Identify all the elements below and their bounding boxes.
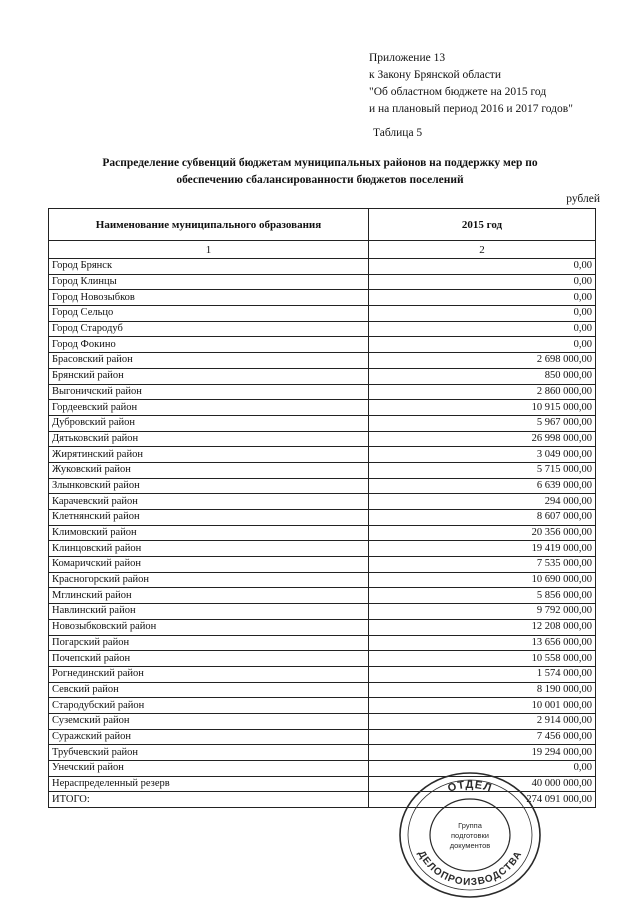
table-row [49, 337, 596, 353]
document-title [40, 155, 600, 189]
row-value-cell: 10 558 000,00 [369, 651, 596, 667]
table-row [49, 510, 596, 526]
table-row [49, 698, 596, 714]
table-row [49, 666, 596, 682]
row-value-cell: 10 690 000,00 [369, 572, 596, 588]
stamp-word-top: ОТДЕЛ [446, 778, 494, 795]
table-row [49, 682, 596, 698]
row-value-cell: 8 607 000,00 [369, 510, 596, 526]
appendix-header [369, 50, 573, 118]
row-name-cell: Злынковский район [49, 478, 369, 494]
table-row [49, 384, 596, 400]
table-row [49, 525, 596, 541]
row-name-cell: Брасовский район [49, 353, 369, 369]
table-row [49, 604, 596, 620]
row-value-cell: 9 792 000,00 [369, 604, 596, 620]
row-name-cell: Брянский район [49, 368, 369, 384]
row-value-cell: 2 698 000,00 [369, 353, 596, 369]
table-row [49, 729, 596, 745]
row-value-cell: 0,00 [369, 306, 596, 322]
row-value-cell: 0,00 [369, 274, 596, 290]
column-header-name: Наименование муниципального образования [49, 209, 369, 241]
stamp-inner-line: подготовки [451, 831, 489, 840]
row-value-cell: 2 860 000,00 [369, 384, 596, 400]
row-name-cell: Город Фокино [49, 337, 369, 353]
row-name-cell: Клетнянский район [49, 510, 369, 526]
row-name-cell: Нераспределенный резерв [49, 776, 369, 792]
row-value-cell: 0,00 [369, 290, 596, 306]
table-row [49, 431, 596, 447]
table-row [49, 462, 596, 478]
row-name-cell: Севский район [49, 682, 369, 698]
table-label: Таблица 5 [373, 127, 423, 139]
table-row [49, 651, 596, 667]
row-name-cell: Комаричский район [49, 557, 369, 573]
row-value-cell: 850 000,00 [369, 368, 596, 384]
table-header-row [49, 209, 596, 241]
row-name-cell: Гордеевский район [49, 400, 369, 416]
subsidy-table [48, 208, 596, 808]
row-name-cell: Почепский район [49, 651, 369, 667]
row-value-cell: 13 656 000,00 [369, 635, 596, 651]
title-line: Распределение субвенций бюджетам муниципальных районов на поддержку мер по [102, 157, 538, 169]
row-name-cell: Трубчевский район [49, 745, 369, 761]
row-name-cell: Дубровский район [49, 415, 369, 431]
row-value-cell: 19 294 000,00 [369, 745, 596, 761]
row-name-cell: Жирятинский район [49, 447, 369, 463]
table-row [49, 368, 596, 384]
stamp-word-bottom: ДЕЛОПРОИЗВОДСТВА [415, 848, 525, 889]
row-name-cell: Выгоничский район [49, 384, 369, 400]
stamp-inner-line: Группа [458, 821, 482, 830]
table-row [49, 415, 596, 431]
row-value-cell: 0,00 [369, 761, 596, 777]
stamp-inner-line: документов [449, 841, 491, 850]
row-value-cell: 10 915 000,00 [369, 400, 596, 416]
row-name-cell: Стародубский район [49, 698, 369, 714]
row-value-cell: 20 356 000,00 [369, 525, 596, 541]
row-name-cell: Жуковский район [49, 462, 369, 478]
table-row [49, 290, 596, 306]
row-value-cell: 40 000 000,00 [369, 776, 596, 792]
row-name-cell: Город Новозыбков [49, 290, 369, 306]
column-number: 2 [369, 241, 596, 259]
row-name-cell: Погарский район [49, 635, 369, 651]
row-name-cell: Мглинский район [49, 588, 369, 604]
row-value-cell: 5 856 000,00 [369, 588, 596, 604]
table-row [49, 353, 596, 369]
table-row [49, 478, 596, 494]
row-value-cell: 294 000,00 [369, 494, 596, 510]
row-name-cell: Климовский район [49, 525, 369, 541]
table-row [49, 306, 596, 322]
row-name-cell: Суражский район [49, 729, 369, 745]
table-row [49, 588, 596, 604]
table-row [49, 321, 596, 337]
row-value-cell: 7 535 000,00 [369, 557, 596, 573]
row-value-cell: 0,00 [369, 259, 596, 275]
department-stamp [395, 770, 545, 900]
table-row [49, 400, 596, 416]
row-value-cell: 2 914 000,00 [369, 713, 596, 729]
row-name-cell: Новозыбковский район [49, 619, 369, 635]
column-number-row [49, 241, 596, 259]
row-value-cell: 10 001 000,00 [369, 698, 596, 714]
column-number: 1 [49, 241, 369, 259]
row-name-cell: Суземский район [49, 713, 369, 729]
row-value-cell: 8 190 000,00 [369, 682, 596, 698]
table-row [49, 619, 596, 635]
row-value-cell: 3 049 000,00 [369, 447, 596, 463]
table-row [49, 494, 596, 510]
table-row [49, 635, 596, 651]
row-value-cell: 19 419 000,00 [369, 541, 596, 557]
row-value-cell: 0,00 [369, 337, 596, 353]
row-name-cell: Рогнединский район [49, 666, 369, 682]
row-value-cell: 26 998 000,00 [369, 431, 596, 447]
unit-label: рублей [566, 193, 600, 205]
column-header-year: 2015 год [369, 209, 596, 241]
row-name-cell: ИТОГО: [49, 792, 369, 808]
row-name-cell: Город Брянск [49, 259, 369, 275]
row-name-cell: Навлинский район [49, 604, 369, 620]
row-name-cell: Дятьковский район [49, 431, 369, 447]
appendix-line: и на плановый период 2016 и 2017 годов" [369, 103, 573, 115]
row-name-cell: Клинцовский район [49, 541, 369, 557]
row-value-cell: 7 456 000,00 [369, 729, 596, 745]
appendix-line: к Закону Брянской области [369, 69, 501, 81]
table-row [49, 541, 596, 557]
table-row [49, 274, 596, 290]
table-row [49, 713, 596, 729]
row-value-cell: 1 574 000,00 [369, 666, 596, 682]
row-value-cell: 5 967 000,00 [369, 415, 596, 431]
table-body [49, 259, 596, 808]
table-row [49, 572, 596, 588]
row-value-cell: 6 639 000,00 [369, 478, 596, 494]
row-value-cell: 0,00 [369, 321, 596, 337]
appendix-line: "Об областном бюджете на 2015 год [369, 86, 547, 98]
row-name-cell: Город Клинцы [49, 274, 369, 290]
row-name-cell: Город Стародуб [49, 321, 369, 337]
row-value-cell: 5 715 000,00 [369, 462, 596, 478]
row-value-cell: 12 208 000,00 [369, 619, 596, 635]
title-line: обеспечению сбалансированности бюджетов поселений [176, 174, 464, 186]
row-name-cell: Карачевский район [49, 494, 369, 510]
table-row [49, 259, 596, 275]
row-name-cell: Красногорский район [49, 572, 369, 588]
row-name-cell: Город Сельцо [49, 306, 369, 322]
table-row [49, 447, 596, 463]
table-row [49, 557, 596, 573]
table-row [49, 745, 596, 761]
row-name-cell: Унечский район [49, 761, 369, 777]
appendix-line: Приложение 13 [369, 52, 446, 64]
row-value-cell: 274 091 000,00 [369, 792, 596, 808]
